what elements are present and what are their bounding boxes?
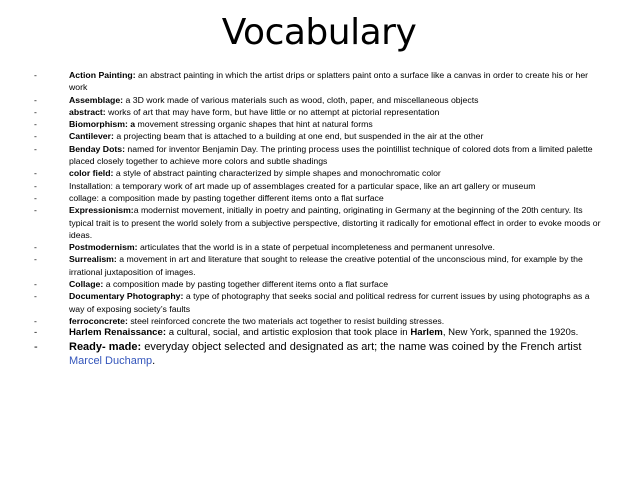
vocabulary-list bbox=[34, 69, 604, 368]
term: abstract: bbox=[69, 106, 106, 117]
bullet-dash: - bbox=[34, 168, 37, 179]
term: Documentary Photography: bbox=[69, 291, 184, 302]
definition-end: . bbox=[152, 354, 156, 367]
list-item bbox=[34, 167, 604, 179]
definition: works of art that may have form, but have little or no attempt at pictorial representation bbox=[105, 106, 440, 117]
definition: movement stressing organic shapes that hint at natural forms bbox=[135, 119, 373, 130]
list-item bbox=[34, 192, 604, 204]
bullet-dash: - bbox=[34, 180, 37, 191]
bullet-dash: - bbox=[34, 291, 37, 302]
list-item bbox=[34, 241, 604, 253]
definition: named for inventor Benjamin Day. The printing process uses the pointillist technique of colored dots from a limited palette placed closely together to achieve more colors and subtle shadings bbox=[69, 143, 593, 167]
term: Harlem Renaissance: bbox=[69, 327, 167, 339]
definition: a cultural, social, and artistic explosion that took place in bbox=[166, 327, 411, 339]
definition: a 3D work made of various materials such as wood, cloth, paper, and miscellaneous objects bbox=[123, 94, 479, 105]
definition-end: , New York, spanned the 1920s. bbox=[442, 327, 579, 339]
term: Postmodernism: bbox=[69, 242, 138, 253]
slide-title: Vocabulary bbox=[221, 12, 417, 53]
duchamp-link[interactable]: Marcel Duchamp bbox=[69, 354, 153, 367]
definition: a projecting beam that is attached to a building at one end, but suspended in the air at the other bbox=[113, 131, 484, 142]
list-item-readymade bbox=[34, 341, 604, 369]
list-item-harlem bbox=[34, 327, 604, 340]
bullet-dash: - bbox=[34, 94, 37, 105]
term: Surrealism: bbox=[69, 254, 117, 265]
term: Action Painting: bbox=[69, 70, 136, 80]
list-item bbox=[34, 69, 604, 94]
bullet-dash: - bbox=[34, 143, 37, 154]
term: Collage: bbox=[69, 279, 104, 290]
bullet-dash: - bbox=[34, 205, 37, 216]
term: Expressionism: bbox=[69, 205, 134, 216]
bullet-dash: - bbox=[34, 242, 37, 253]
term: Cantilever: bbox=[69, 131, 114, 142]
list-item bbox=[34, 315, 604, 327]
definition: a style of abstract painting characterized by simple shapes and monochromatic color bbox=[113, 168, 441, 179]
list-item bbox=[34, 204, 604, 241]
bullet-dash: - bbox=[34, 279, 37, 290]
bullet-dash: - bbox=[34, 106, 37, 117]
bullet-dash: - bbox=[34, 192, 37, 203]
term: Benday Dots: bbox=[69, 143, 125, 154]
term: Assemblage: bbox=[69, 94, 124, 105]
harlem-highlight: Harlem bbox=[410, 327, 443, 339]
definition: a modernist movement, initially in poetry and painting, originating in Germany at the beginning of the 20th century. Its typical trait is to present the world solely from a subjective perspective, distorting it radically for emotional effect in order to evoke moods or ideas. bbox=[69, 205, 601, 240]
list-item bbox=[34, 180, 604, 192]
bullet-dash: - bbox=[34, 119, 37, 130]
list-item bbox=[34, 130, 604, 142]
definition: articulates that the world is in a state of perpetual incompleteness and permanent unresolve. bbox=[137, 242, 495, 253]
list-item bbox=[34, 290, 604, 315]
definition: an abstract painting in which the artist drips or splatters paint onto a surface like a canvas in order to create his or her work bbox=[69, 70, 589, 93]
definition: everyday object selected and designated as art; the name was coined by the French artist bbox=[141, 340, 582, 353]
term: Ready- made: bbox=[69, 340, 142, 353]
bullet-dash: - bbox=[34, 340, 38, 353]
term: color field: bbox=[69, 168, 114, 179]
bullet-dash: - bbox=[34, 315, 37, 326]
bullet-dash: - bbox=[34, 70, 37, 80]
term: ferroconcrete: bbox=[69, 315, 128, 326]
list-item bbox=[34, 118, 604, 130]
definition: a movement in art and literature that sought to release the creative potential of the unconscious mind, for example by the irrational juxtaposition of images. bbox=[69, 254, 583, 277]
definition: steel reinforced concrete the two materials act together to resist building stresses. bbox=[127, 315, 445, 326]
bullet-dash: - bbox=[34, 131, 37, 142]
definition: a composition made by pasting together different items onto a flat surface bbox=[103, 279, 389, 290]
definition: Installation: a temporary work of art made up of assemblages created for a particular space, like an art gallery or museum bbox=[69, 180, 536, 191]
list-item bbox=[34, 278, 604, 290]
bullet-dash: - bbox=[34, 254, 37, 265]
list-item bbox=[34, 253, 604, 278]
list-item bbox=[34, 106, 604, 118]
list-item bbox=[34, 94, 604, 106]
list-item bbox=[34, 143, 604, 168]
bullet-dash: - bbox=[34, 327, 38, 339]
term: Biomorphism: a bbox=[69, 119, 136, 130]
definition: collage: a composition made by pasting together different items onto a flat surface bbox=[69, 192, 384, 203]
definition: a type of photography that seeks social and political redress for current issues by using photographs as a way of exposing society’s faults bbox=[69, 291, 590, 314]
